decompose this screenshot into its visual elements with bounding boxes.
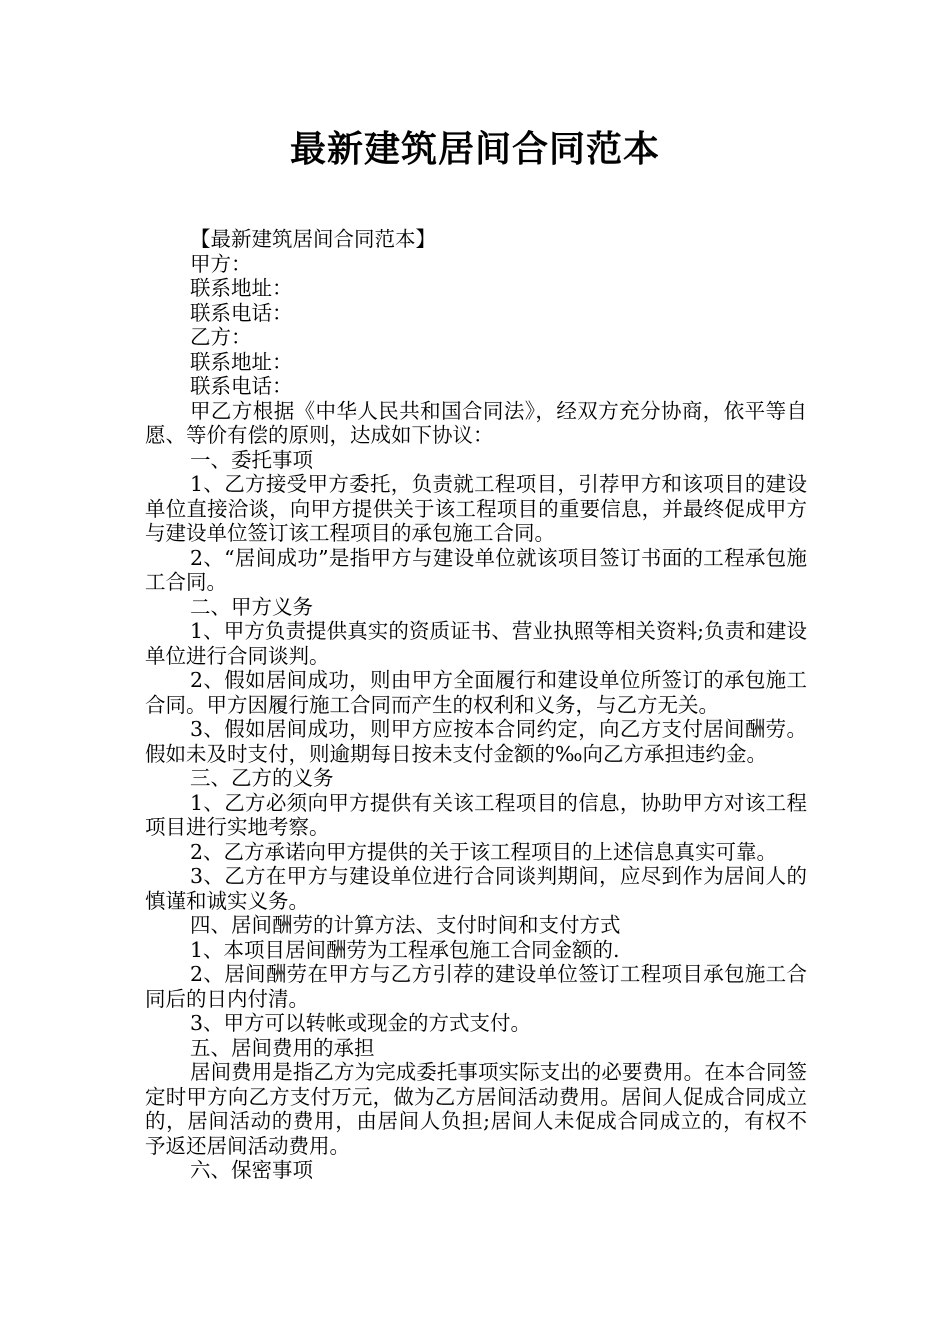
paragraph: 3、假如居间成功，则甲方应按本合同约定，向乙方支付居间酬劳。假如未及时支付，则逾期每日按未支付金额的‰向乙方承担违约金。 — [145, 717, 807, 766]
paragraph: 乙方： — [190, 325, 252, 349]
paragraph: 联系电话： — [190, 374, 293, 398]
paragraph: 1、本项目居间酬劳为工程承包施工合同金额的. — [190, 937, 620, 962]
paragraph: 甲方： — [190, 251, 252, 276]
paragraph: 2、乙方承诺向甲方提供的关于该工程项目的上述信息真实可靠。 — [190, 839, 778, 864]
paragraph: 1、乙方接受甲方委托，负责就工程项目，引荐甲方和该项目的建设单位直接洽谈，向甲方提供关于该工程项目的重要信息，并最终促成甲方与建设单位签订该工程项目的承包施工合同。 — [145, 472, 807, 545]
section-heading: 六、保密事项 — [190, 1158, 313, 1182]
section-heading: 三、乙方的义务 — [190, 766, 334, 790]
document-title: 最新建筑居间合同范本 — [289, 129, 660, 170]
document-body — [145, 227, 807, 1183]
paragraph: 3、乙方在甲方与建设单位进行合同谈判期间，应尽到作为居间人的慎谨和诚实义务。 — [145, 864, 807, 913]
paragraph: 3、甲方可以转帐或现金的方式支付。 — [190, 1011, 532, 1035]
section-heading: 二、甲方义务 — [190, 594, 313, 619]
paragraph: 2、“居间成功”是指甲方与建设单位就该项目签订书面的工程承包施工合同。 — [145, 545, 807, 594]
paragraph: 联系电话： — [190, 300, 293, 325]
paragraph: 甲乙方根据《中华人民共和国合同法》，经双方充分协商，依平等自愿、等价有偿的原则，达成如下协议： — [145, 398, 807, 447]
paragraph: 居间费用是指乙方为完成委托事项实际支出的必要费用。在本合同签定时甲方向乙方支付万元，做为乙方居间活动费用。居间人促成合同成立的，居间活动的费用，由居间人负担;居间人未促成合同成立的，有权不予返还居间活动费用。 — [145, 1060, 807, 1158]
section-heading: 五、居间费用的承担 — [190, 1035, 375, 1060]
section-heading: 四、居间酬劳的计算方法、支付时间和支付方式 — [190, 913, 621, 937]
paragraph: 1、乙方必须向甲方提供有关该工程项目的信息，协助甲方对该工程项目进行实地考察。 — [145, 790, 807, 839]
paragraph: 2、假如居间成功，则由甲方全面履行和建设单位所签订的承包施工合同。甲方因履行施工合同而产生的权利和义务，与乙方无关。 — [145, 668, 807, 717]
paragraph: 2、居间酬劳在甲方与乙方引荐的建设单位签订工程项目承包施工合同后的日内付清。 — [145, 962, 807, 1011]
paragraph: 1、甲方负责提供真实的资质证书、营业执照等相关资料;负责和建设单位进行合同谈判。 — [145, 619, 807, 668]
paragraph: 联系地址： — [190, 276, 293, 300]
paragraph: 联系地址： — [190, 349, 293, 374]
paragraph: 【最新建筑居间合同范本】 — [190, 227, 436, 251]
section-heading: 一、委托事项 — [190, 447, 313, 472]
